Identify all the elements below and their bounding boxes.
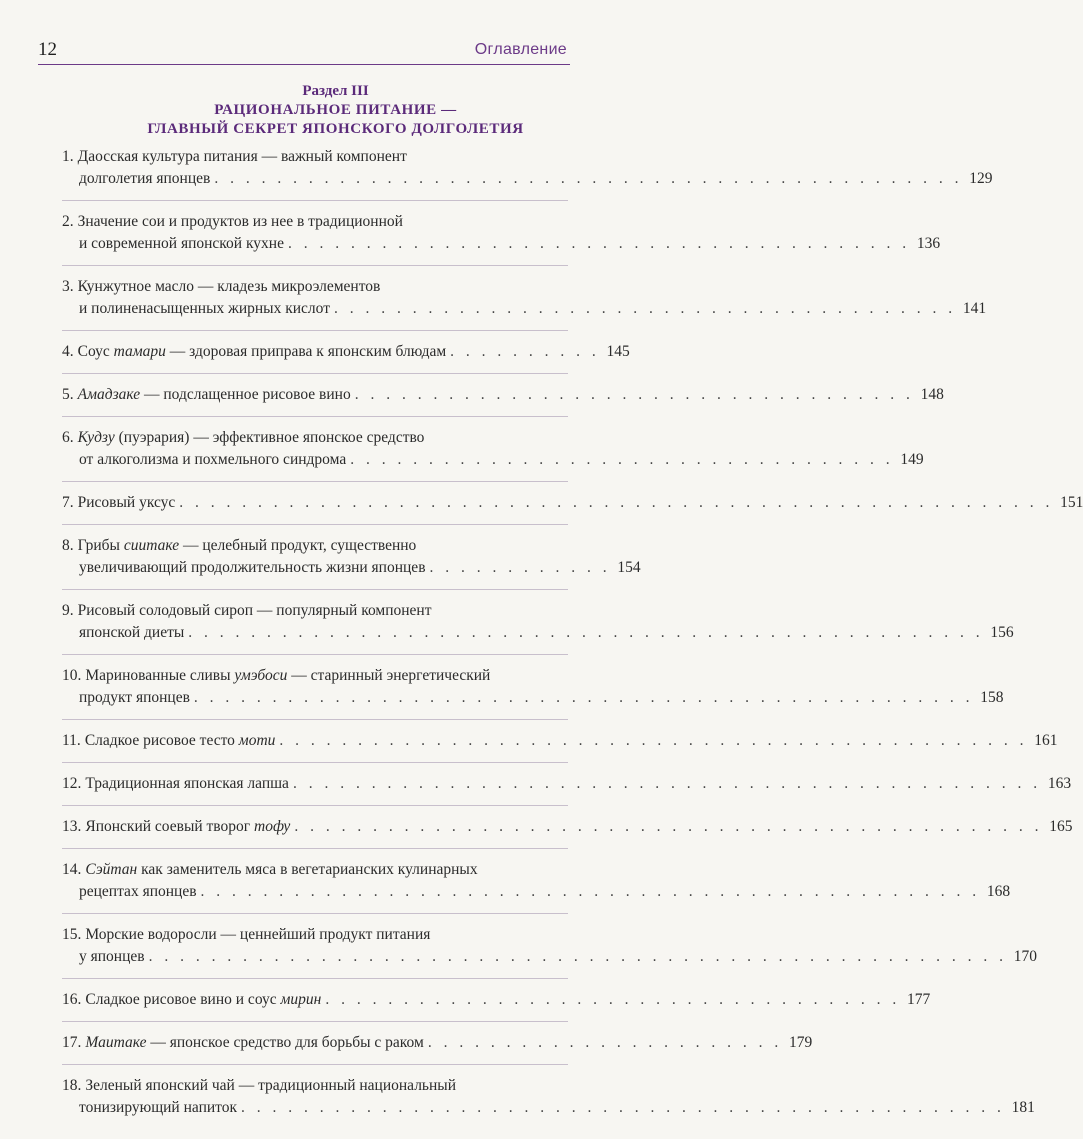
entry-title-cont: и полиненасыщенных жирных кислот: [79, 300, 330, 317]
page-header: [0, 0, 601, 66]
entry-title-cont: и современной японской кухне: [79, 235, 284, 252]
entry-page: 181: [1011, 1099, 1035, 1116]
entry-number: 1.: [62, 148, 74, 165]
entry-page: 145: [606, 343, 630, 360]
entry-page: 165: [1049, 818, 1073, 835]
entry-page: 163: [1047, 775, 1072, 792]
entry-number: 9.: [62, 602, 74, 619]
entry-title: Даосская культура питания — важный компонент: [77, 148, 407, 165]
entry-page: 148: [920, 386, 944, 403]
entry-number: 2.: [62, 213, 74, 230]
entry-page: 151: [1060, 494, 1083, 511]
section-title-line-1: РАЦИОНАЛЬНОЕ ПИТАНИЕ —: [214, 102, 457, 118]
entry-title: Зеленый японский чай — традиционный национальный: [85, 1077, 456, 1094]
entry-title: Кунжутное масло — кладезь микроэлементов: [77, 278, 381, 295]
entry-number: 13.: [62, 818, 82, 835]
entry-title-cont: у японцев: [79, 948, 145, 965]
entry-title-cont: от алкоголизма и похмельного синдрома: [79, 451, 347, 468]
entry-title-cont: увеличивающий продолжительность жизни японцев: [79, 559, 426, 576]
entry-title: Значение сои и продуктов из нее в традиционной: [77, 213, 403, 230]
toc-entry[interactable]: 10. Маринованные сливы умэбоси — старинный энергетический продукт японцев . . . . . . . . . . . . . . . . . . . . . . . . . . . . . . . . . . . . . . . . . . . . . . . . . . 158: [62, 665, 568, 720]
running-title: Оглавление: [474, 41, 567, 58]
page-number: 12: [38, 39, 57, 60]
toc-entry[interactable]: 9. Рисовый солодовый сироп — популярный компонент японской диеты . . . . . . . . . . . . . . . . . . . . . . . . . . . . . . . . . . . . . . . . . . . . . . . . . . . 156: [62, 600, 568, 655]
entry-page: 136: [916, 235, 941, 252]
entry-page: 156: [990, 624, 1014, 641]
entry-number: 11.: [62, 732, 81, 749]
entry-title: Морские водоросли — ценнейший продукт питания: [85, 926, 431, 943]
entry-title-cont: продукт японцев: [79, 689, 190, 706]
entry-number: 7.: [62, 494, 74, 511]
section-heading: [0, 81, 601, 139]
toc-entry[interactable]: 5. Амадзаке — подслащенное рисовое вино . . . . . . . . . . . . . . . . . . . . . . . . . . . . . . . . . . . . 148: [62, 384, 568, 417]
entry-number: 6.: [62, 429, 74, 446]
entry-title-cont: тонизирующий напиток: [79, 1099, 238, 1116]
entry-number: 10.: [62, 667, 82, 684]
toc-entry[interactable]: 11. Сладкое рисовое тесто моти . . . . . . . . . . . . . . . . . . . . . . . . . . . . . . . . . . . . . . . . . . . . . . . . 161: [62, 730, 568, 763]
toc-entry[interactable]: 16. Сладкое рисовое вино и соус мирин . . . . . . . . . . . . . . . . . . . . . . . . . . . . . . . . . . . . . 177: [62, 989, 568, 1022]
entry-number: 12.: [62, 775, 82, 792]
toc-entry[interactable]: 18. Зеленый японский чай — традиционный национальный тонизирующий напиток . . . . . . . . . . . . . . . . . . . . . . . . . . . . . . . . . . . . . . . . . . . . . . . . . 181: [62, 1075, 568, 1129]
toc-entry[interactable]: 2. Значение сои и продуктов из нее в традиционной и современной японской кухне . . . . . . . . . . . . . . . . . . . . . . . . . . . . . . . . . . . . . . . . 136: [62, 211, 568, 266]
entry-page: 158: [980, 689, 1004, 706]
toc-entry[interactable]: 8. Грибы сиитаке — целебный продукт, существенно увеличивающий продолжительность жизни японцев . . . . . . . . . . . . 154: [62, 535, 568, 590]
entry-title-cont: долголетия японцев: [79, 170, 211, 187]
entry-number: 16.: [62, 991, 82, 1008]
entry-page: 170: [1013, 948, 1037, 965]
entry-number: 14.: [62, 861, 82, 878]
entry-number: 3.: [62, 278, 74, 295]
toc-entry[interactable]: 7. Рисовый уксус . . . . . . . . . . . . . . . . . . . . . . . . . . . . . . . . . . . . . . . . . . . . . . . . . . . . . . . . 151: [62, 492, 568, 525]
entry-page: 161: [1034, 732, 1058, 749]
entry-number: 8.: [62, 537, 74, 554]
entry-number: 17.: [62, 1034, 82, 1051]
entry-page: 141: [962, 300, 987, 317]
entry-page: 129: [969, 170, 993, 187]
entry-title-cont: японской диеты: [79, 624, 185, 641]
toc-entry[interactable]: 15. Морские водоросли — ценнейший продукт питания у японцев . . . . . . . . . . . . . . . . . . . . . . . . . . . . . . . . . . . . . . . . . . . . . . . . . . . . . . . 170: [62, 924, 568, 979]
entry-page: 154: [617, 559, 641, 576]
toc-entry[interactable]: 14. Сэйтан как заменитель мяса в вегетарианских кулинарных рецептах японцев . . . . . . . . . . . . . . . . . . . . . . . . . . . . . . . . . . . . . . . . . . . . . . . . . . 168: [62, 859, 568, 914]
section-label: Раздел III: [302, 83, 369, 99]
table-of-contents: [62, 146, 1083, 1139]
toc-entry[interactable]: 1. Даосская культура питания — важный компонент долголетия японцев . . . . . . . . . . . . . . . . . . . . . . . . . . . . . . . . . . . . . . . . . . . . . . . . 129: [62, 146, 568, 201]
entry-number: 15.: [62, 926, 82, 943]
entry-title-cont: рецептах японцев: [79, 883, 197, 900]
toc-entry[interactable]: 3. Кунжутное масло — кладезь микроэлементов и полиненасыщенных жирных кислот . . . . . . . . . . . . . . . . . . . . . . . . . . . . . . . . . . . . . . . . 141: [62, 276, 568, 331]
entry-number: 4.: [62, 343, 74, 360]
toc-entry[interactable]: 13. Японский соевый творог тофу . . . . . . . . . . . . . . . . . . . . . . . . . . . . . . . . . . . . . . . . . . . . . . . . 165: [62, 816, 568, 849]
section-title-line-2: ГЛАВНЫЙ СЕКРЕТ ЯПОНСКОГО ДОЛГОЛЕТИЯ: [147, 121, 524, 137]
entry-page: 177: [906, 991, 931, 1008]
entry-page: 168: [986, 883, 1011, 900]
entry-number: 18.: [62, 1077, 82, 1094]
toc-entry[interactable]: 6. Кудзу (пуэрария) — эффективное японское средство от алкоголизма и похмельного синдрома . . . . . . . . . . . . . . . . . . . . . . . . . . . . . . . . . . . 149: [62, 427, 568, 482]
toc-entry[interactable]: 12. Традиционная японская лапша . . . . . . . . . . . . . . . . . . . . . . . . . . . . . . . . . . . . . . . . . . . . . . . . 163: [62, 773, 568, 806]
toc-entry[interactable]: 4. Соус тамари — здоровая приправа к японским блюдам . . . . . . . . . . 145: [62, 341, 568, 374]
header-rule: [38, 64, 570, 65]
entry-number: 5.: [62, 386, 74, 403]
entry-page: 149: [900, 451, 924, 468]
entry-title: Рисовый солодовый сироп — популярный компонент: [77, 602, 432, 619]
toc-entry[interactable]: 17. Маитаке — японское средство для борьбы с раком . . . . . . . . . . . . . . . . . . . . . . . 179: [62, 1032, 568, 1065]
entry-page: 179: [788, 1034, 813, 1051]
